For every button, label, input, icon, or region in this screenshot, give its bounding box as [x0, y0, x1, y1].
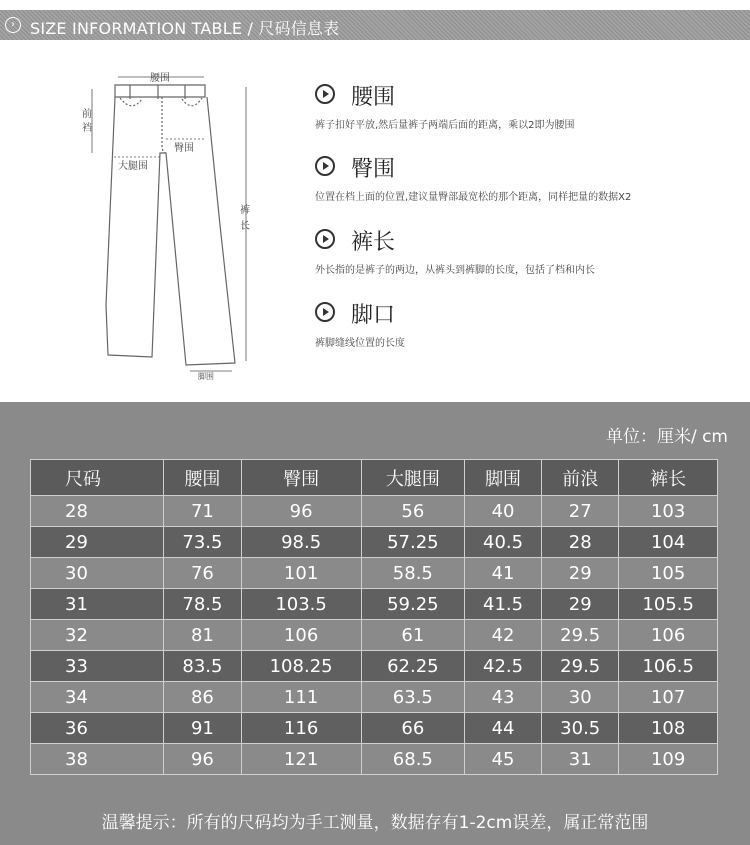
table-cell: 91	[164, 713, 241, 744]
table-cell: 101	[241, 558, 361, 589]
diagram-label-front-rise-1: 前	[82, 109, 92, 120]
table-cell: 58.5	[361, 558, 464, 589]
table-cell: 63.5	[361, 682, 464, 713]
table-cell: 31	[542, 744, 619, 775]
table-header-cell: 前浪	[542, 460, 619, 496]
table-cell: 106	[241, 620, 361, 651]
play-circle-icon	[315, 84, 335, 104]
table-cell: 106	[619, 620, 718, 651]
table-cell: 29.5	[542, 651, 619, 682]
table-row	[31, 558, 718, 589]
table-cell: 42	[464, 620, 541, 651]
diagram-label-hem: 脚围	[198, 372, 214, 380]
definition-desc: 位置在档上面的位置,建议量臀部最宽松的那个距离，同样把量的数据X2	[315, 192, 632, 203]
table-cell: 40	[464, 496, 541, 527]
table-cell: 29	[31, 527, 164, 558]
pants-diagram	[70, 65, 270, 380]
page-title: SIZE INFORMATION TABLE / 尺码信息表	[30, 19, 340, 38]
table-cell: 32	[31, 620, 164, 651]
table-row	[31, 744, 718, 775]
table-cell: 96	[241, 496, 361, 527]
table-cell: 62.25	[361, 651, 464, 682]
table-cell: 104	[619, 527, 718, 558]
table-cell: 103	[619, 496, 718, 527]
table-row	[31, 527, 718, 558]
table-cell: 108	[619, 713, 718, 744]
definition-term: 臀围	[351, 157, 396, 182]
pants-outline	[106, 97, 235, 365]
header-band	[0, 10, 750, 40]
table-header-row	[31, 460, 718, 496]
play-circle-icon	[315, 302, 335, 322]
table-cell: 34	[31, 682, 164, 713]
unit-label: 单位：厘米/ cm	[605, 427, 728, 447]
table-cell: 76	[164, 558, 241, 589]
table-cell: 103.5	[241, 589, 361, 620]
table-cell: 56	[361, 496, 464, 527]
table-cell: 81	[164, 620, 241, 651]
table-header-cell: 裤长	[619, 460, 718, 496]
table-cell: 86	[164, 682, 241, 713]
table-cell: 107	[619, 682, 718, 713]
table-cell: 41	[464, 558, 541, 589]
table-header-cell: 大腿围	[361, 460, 464, 496]
definition-desc: 外长指的是裤子的两边，从裤头到裤脚的长度，包括了档和内长	[315, 265, 595, 276]
table-cell: 27	[542, 496, 619, 527]
definition-desc: 裤子扣好平放,然后量裤子两端后面的距离，乘以2即为腰围	[315, 120, 575, 131]
table-cell: 78.5	[164, 589, 241, 620]
table-cell: 83.5	[164, 651, 241, 682]
table-cell: 44	[464, 713, 541, 744]
table-cell: 28	[542, 527, 619, 558]
diagram-label-front-rise-2: 裆	[82, 123, 92, 134]
table-row	[31, 496, 718, 527]
table-cell: 30	[31, 558, 164, 589]
definition-term: 腰围	[351, 85, 396, 110]
table-header-cell: 腰围	[164, 460, 241, 496]
table-cell: 40.5	[464, 527, 541, 558]
table-row	[31, 620, 718, 651]
table-cell: 29.5	[542, 620, 619, 651]
table-cell: 111	[241, 682, 361, 713]
table-cell: 41.5	[464, 589, 541, 620]
table-cell: 105.5	[619, 589, 718, 620]
footer-note: 温馨提示：所有的尺码均为手工测量，数据存有1-2cm误差，属正常范围	[101, 813, 649, 833]
table-cell: 59.25	[361, 589, 464, 620]
table-cell: 116	[241, 713, 361, 744]
table-cell: 33	[31, 651, 164, 682]
table-cell: 45	[464, 744, 541, 775]
diagram-label-thigh: 大腿围	[118, 161, 148, 172]
size-table	[30, 459, 718, 775]
pants-waistband	[115, 85, 205, 97]
diagram-label-length-2: 长	[240, 221, 250, 232]
chevron-right-circle-icon: ›	[5, 17, 21, 33]
table-cell: 109	[619, 744, 718, 775]
table-cell: 73.5	[164, 527, 241, 558]
table-row	[31, 651, 718, 682]
table-header-cell: 脚围	[464, 460, 541, 496]
diagram-label-length-1: 裤	[240, 205, 250, 216]
table-cell: 43	[464, 682, 541, 713]
definition-term: 裤长	[351, 230, 396, 255]
table-header-cell: 尺码	[31, 460, 164, 496]
table-row	[31, 682, 718, 713]
table-cell: 96	[164, 744, 241, 775]
table-cell: 61	[361, 620, 464, 651]
table-cell: 66	[361, 713, 464, 744]
table-cell: 29	[542, 589, 619, 620]
table-cell: 31	[31, 589, 164, 620]
table-cell: 28	[31, 496, 164, 527]
table-cell: 68.5	[361, 744, 464, 775]
diagram-label-hip: 臀围	[174, 143, 194, 154]
play-circle-icon	[315, 156, 335, 176]
table-cell: 98.5	[241, 527, 361, 558]
play-circle-icon	[315, 229, 335, 249]
table-cell: 121	[241, 744, 361, 775]
table-cell: 71	[164, 496, 241, 527]
table-cell: 57.25	[361, 527, 464, 558]
table-cell: 38	[31, 744, 164, 775]
table-cell: 42.5	[464, 651, 541, 682]
table-cell: 36	[31, 713, 164, 744]
definition-term: 脚口	[351, 303, 396, 328]
table-row	[31, 589, 718, 620]
definition-desc: 裤脚缝线位置的长度	[315, 338, 405, 349]
table-cell: 29	[542, 558, 619, 589]
table-cell: 108.25	[241, 651, 361, 682]
table-cell: 30.5	[542, 713, 619, 744]
table-cell: 30	[542, 682, 619, 713]
table-header-cell: 臀围	[241, 460, 361, 496]
diagram-label-waist: 腰围	[150, 73, 170, 84]
table-row	[31, 713, 718, 744]
table-cell: 106.5	[619, 651, 718, 682]
table-cell: 105	[619, 558, 718, 589]
